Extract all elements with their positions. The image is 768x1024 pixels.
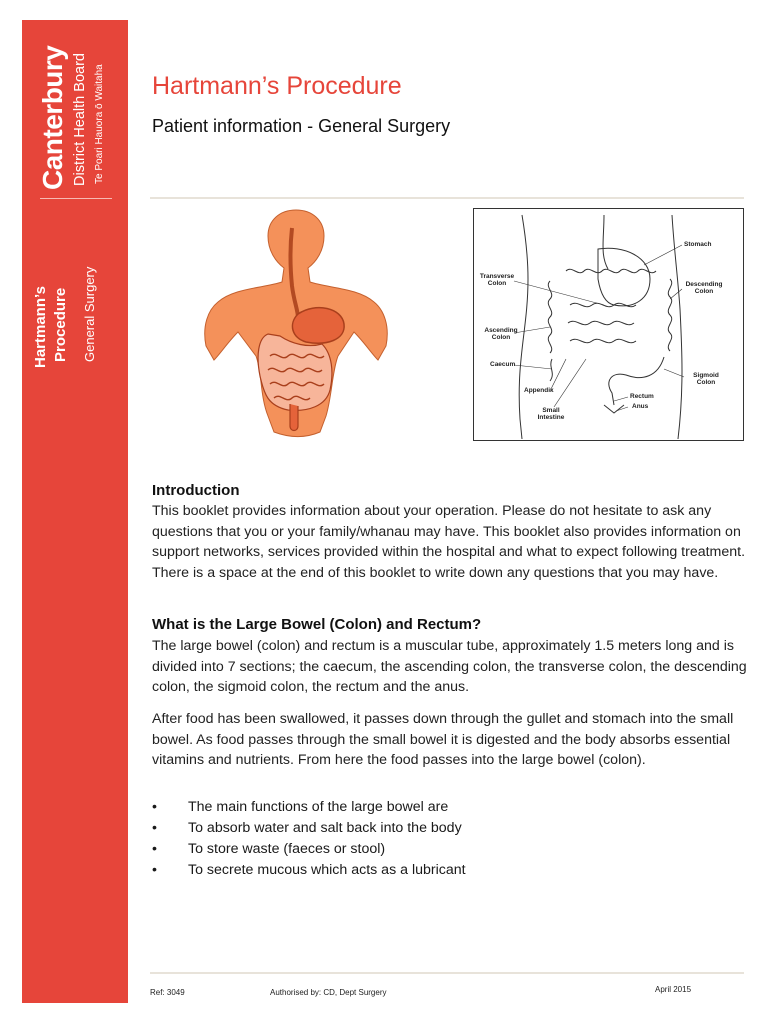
body-digestive-illustration (198, 206, 394, 438)
footer-ref: Ref: 3049 (150, 988, 185, 997)
label-appendix: Appendix (524, 387, 554, 394)
bullet-icon: • (152, 799, 157, 815)
footer-date: April 2015 (655, 985, 692, 994)
label-caecum: Caecum (490, 361, 516, 368)
list-item: • To store waste (faeces or stool) (152, 839, 712, 860)
label-ascending-colon: Ascending Colon (484, 327, 518, 341)
brand-name: Canterbury (37, 45, 68, 190)
list-item: • To secrete mucous which acts as a lubricant (152, 860, 712, 881)
sidebar-category: General Surgery (82, 266, 97, 362)
brand-subtitle: District Health Board (72, 53, 88, 186)
label-small-intestine: Small Intestine (537, 407, 565, 421)
page-subtitle: Patient information - General Surgery (152, 116, 451, 136)
anatomy-diagram (473, 208, 744, 441)
list-item: • The main functions of the large bowel are (152, 797, 712, 818)
brand-maori-name: Te Poari Hauora ō Waitaha (94, 64, 105, 184)
bowel-functions-list (152, 797, 712, 881)
header-divider (150, 197, 744, 199)
bowel-para-1: The large bowel (colon) and rectum is a muscular tube, approximately 1.5 meters long and is divided into 7 sections; the caecum, the ascending colon, the transverse colon, the descending colon, the sigmoid colon, the rectum and the anus. (152, 638, 747, 695)
bullet-icon: • (152, 841, 157, 857)
bowel-heading: What is the Large Bowel (Colon) and Rectum? (152, 616, 482, 633)
page-title: Hartmann’s Procedure (152, 72, 402, 100)
list-item: • To absorb water and salt back into the body (152, 818, 712, 839)
sidebar-title-line2: Procedure (52, 287, 69, 362)
label-stomach: Stomach (684, 241, 712, 248)
brand-divider (40, 198, 112, 199)
sidebar-title-line1: Hartmann’s (32, 286, 49, 368)
intro-heading: Introduction (152, 482, 240, 499)
bowel-para-2: After food has been swallowed, it passes down through the gullet and stomach into the small bowel. As food passes through the small bowel it is digested and the body absorbs essential vitamins and nutrients. From here the food passes into the large bowel (colon). (152, 711, 734, 768)
footer-authorised: Authorised by: CD, Dept Surgery (270, 988, 387, 997)
label-transverse-colon: Transverse Colon (479, 273, 515, 287)
label-sigmoid-colon: Sigmoid Colon (693, 372, 719, 386)
label-rectum: Rectum (630, 393, 654, 400)
bullet-icon: • (152, 820, 157, 836)
label-anus: Anus (632, 403, 649, 410)
intro-text: This booklet provides information about your operation. Please do not hesitate to ask any questions that you or your family/whanau may have. This booklet also provides information on support networks, services provided within the hospital and what to expect following treatment. There is a space at the end of this booklet to write down any questions that you may have. (152, 503, 746, 581)
label-descending-colon: Descending Colon (685, 281, 723, 295)
footer-divider (150, 972, 744, 974)
bullet-icon: • (152, 862, 157, 878)
